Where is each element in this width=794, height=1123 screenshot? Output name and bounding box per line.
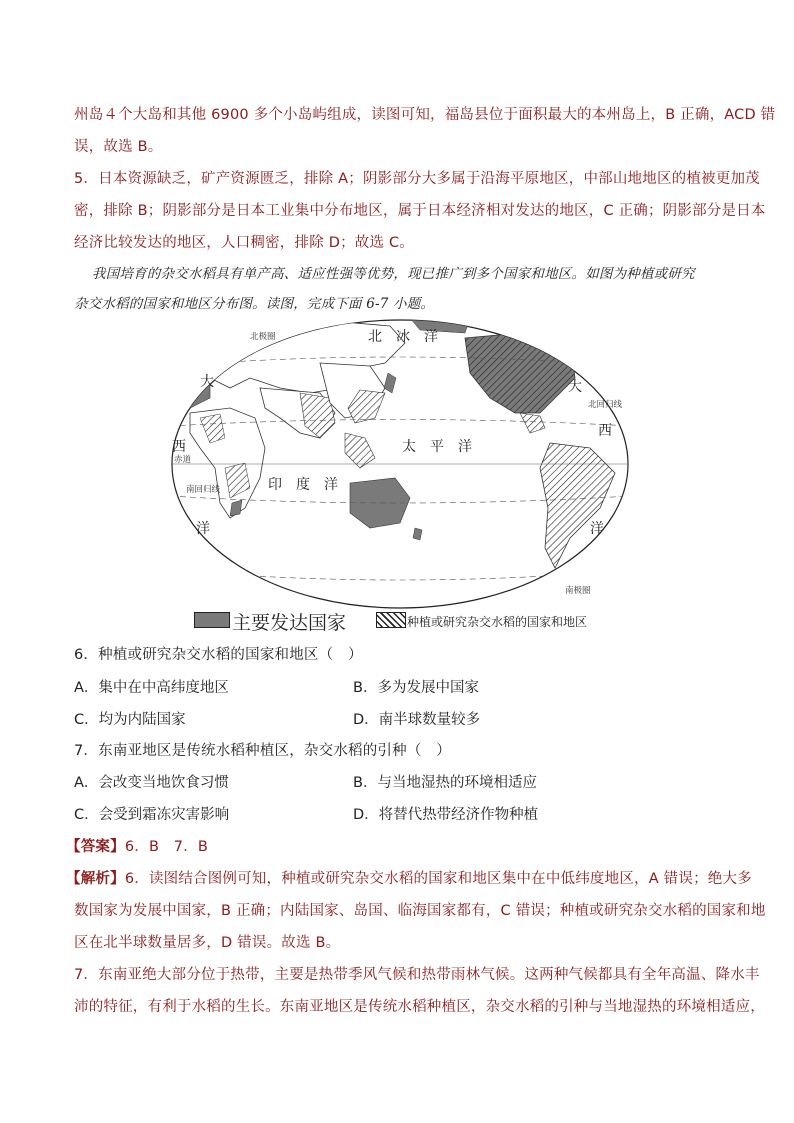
label-atlantic-left-2: 西	[172, 439, 186, 455]
legend-label-developed: 主要发达国家	[232, 612, 347, 634]
greenland	[542, 318, 600, 343]
analysis-line-4: 7．东南亚绝大部分位于热带，主要是热带季风气候和热带雨林气候。这两种气候都具有全年高温、降水丰	[74, 967, 760, 983]
label-equator: 赤道	[174, 455, 192, 465]
label-atlantic-left-1: 大	[200, 374, 214, 390]
label-indian-ocean: 印 度 洋	[268, 477, 338, 493]
analysis-tag: 【解析】	[66, 871, 125, 887]
world-map	[170, 318, 630, 610]
analysis-line-2: 数国家为发展中国家，B 正确；内陆国家、岛国、临海国家都有，C 错误；种植或研究杂交水稻的国家和地	[74, 903, 766, 919]
legend-label-hybrid: 种植或研究杂交水稻的国家和地区	[407, 615, 588, 629]
question-7-option-b: B．与当地湿热的环境相适应	[353, 775, 537, 791]
question-6-option-a: A．集中在中高纬度地区	[74, 680, 229, 696]
answer-line	[66, 835, 208, 856]
analysis-line-5: 沛的特征，有利于水稻的生长。东南亚地区是传统水稻种植区，杂交水稻的引种与当地湿热的环境相适应，	[74, 999, 765, 1015]
label-antarctic-circle: 南极圈	[565, 586, 591, 596]
question-6-option-c: C．均为内陆国家	[74, 712, 186, 728]
intro-line-1: 我国培育的杂交水稻具有单产高、适应性强等优势，现已推广到多个国家和地区。如图为种植或研究	[92, 266, 695, 282]
question-6-option-b: B．多为发展中国家	[353, 680, 479, 696]
label-tropic-north: 北回归线	[588, 400, 623, 410]
explanation-line-3: 5．日本资源缺乏，矿产资源匮乏，排除 A；阴影部分大多属于沿海平原地区，中部山地地区的植被更加茂	[74, 171, 760, 187]
question-7-option-a: A．会改变当地饮食习惯	[74, 775, 229, 791]
legend-swatch-hybrid	[376, 612, 406, 628]
label-atlantic-left-3: 洋	[196, 521, 210, 537]
question-7-option-d: D．将替代热带经济作物种植	[353, 807, 539, 823]
world-map-svg	[170, 318, 630, 610]
intro-line-2: 杂交水稻的国家和地区分布图。读图，完成下面 6-7 小题。	[74, 296, 435, 312]
label-atlantic-right-2: 西	[598, 423, 612, 439]
question-6-option-d: D．南半球数量较多	[353, 712, 481, 728]
question-6-stem: 6．种植或研究杂交水稻的国家和地区（ ）	[74, 647, 363, 663]
label-pacific-ocean: 太 平 洋	[402, 439, 472, 455]
explanation-line-5: 经济比较发达的地区，人口稠密，排除 D；故选 C。	[74, 235, 415, 251]
answer-text: 6．B 7．B	[124, 839, 209, 855]
legend-swatch-developed	[194, 612, 230, 628]
answer-tag: 【答案】	[66, 839, 125, 855]
question-7-stem: 7．东南亚地区是传统水稻种植区，杂交水稻的引种（ ）	[74, 743, 451, 759]
explanation-line-1: 州岛４个大岛和其他 6900 多个小岛屿组成，读图可知，福岛县位于面积最大的本州岛上，B 正确，ACD 错	[74, 107, 776, 123]
label-arctic-ocean: 北 冰 洋	[368, 329, 438, 345]
question-7-option-c: C．会受到霜冻灾害影响	[74, 807, 230, 823]
label-arctic-circle: 北极圈	[250, 332, 276, 342]
analysis-line-1	[66, 867, 752, 888]
label-atlantic-right-1: 大	[568, 379, 582, 395]
analysis-text-1: 6．读图结合图例可知，种植或研究杂交水稻的国家和地区集中在中低纬度地区，A 错误；绝大多	[124, 871, 752, 887]
explanation-line-4: 密，排除 B；阴影部分是日本工业集中分布地区，属于日本经济相对发达的地区，C 正确；阴影部分是日本	[74, 203, 766, 219]
analysis-line-3: 区在北半球数量居多，D 错误。故选 B。	[74, 935, 341, 951]
label-atlantic-right-3: 洋	[590, 521, 604, 537]
explanation-line-2: 误，故选 B。	[74, 139, 163, 155]
label-tropic-south: 南回归线	[186, 485, 221, 495]
